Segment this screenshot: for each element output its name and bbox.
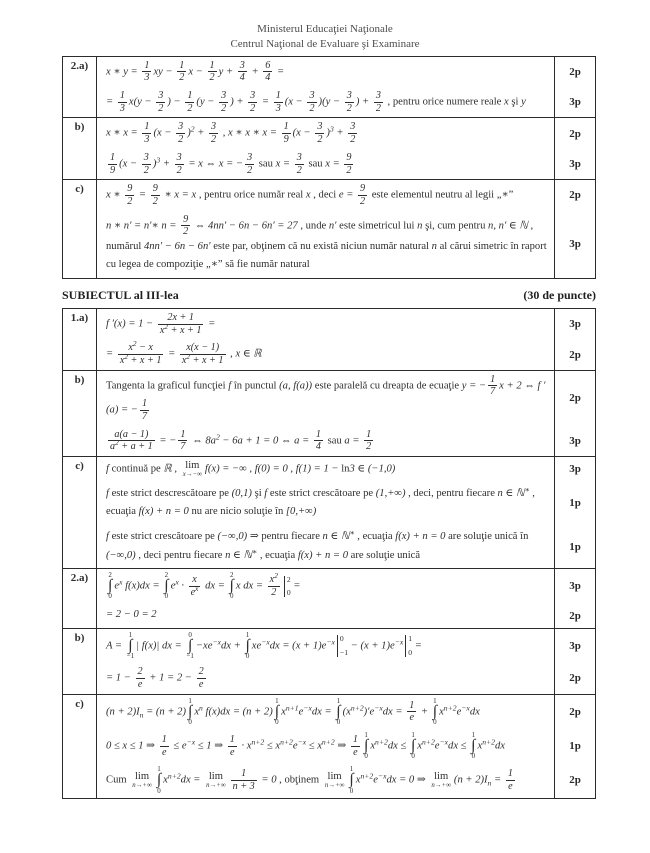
- limit: lim n→+∞: [132, 771, 152, 790]
- solution-line: [97, 211, 595, 278]
- points-cell: 3p: [554, 426, 595, 456]
- fraction: $\frac{1}{n + 3}$: [232, 768, 255, 792]
- fraction: $\frac{x^2 - x}{x^2 + x + 1}$: [119, 339, 162, 367]
- points-cell: 3p: [554, 211, 595, 278]
- fraction: $\frac{9}{2}$: [360, 183, 366, 207]
- superscript: 2: [274, 571, 278, 581]
- document-header: [0, 0, 650, 52]
- fraction: $\frac{3}{2}$: [158, 90, 164, 114]
- fraction: $\frac{9}{2}$: [152, 183, 158, 207]
- superscript: 2: [115, 438, 119, 448]
- section-title: SUBIECTUL al III-lea: [62, 288, 179, 302]
- row-body: [97, 457, 595, 568]
- solution-line: [97, 569, 595, 603]
- integral-sign: 1 ∫ 0: [363, 730, 369, 761]
- evaluation-bar: 0 −1: [337, 635, 348, 656]
- fraction: $\frac{3}{2}$: [176, 151, 182, 176]
- formula-text: $(n + 2)I_n = (n + 2)$ 1 ∫ 0 $x^n$ f(x)dx = (n + 2) 1 ∫ 0 $x^{n+1}e^{-x}dx$ = 1 ∫ 0 $(x^{n+2})'e^{-x}dx$ = $\frac{1}{e}$ + 1 ∫ 0 $x^{n+2}e^{-x}dx$: [106, 696, 480, 726]
- fraction: $\frac{9}{2}$: [183, 213, 189, 238]
- superscript: x: [175, 577, 179, 587]
- solution-line: [97, 482, 595, 525]
- fraction: $\frac{1}{2}$: [366, 428, 372, 453]
- superscript: −x: [377, 771, 387, 781]
- formula-cell: [97, 57, 554, 87]
- formula-cell: [97, 525, 554, 568]
- text-run: Tangenta la graficul funcţiei: [106, 380, 229, 392]
- formula-cell: [97, 763, 554, 797]
- text-run: ,: [227, 349, 236, 360]
- integral-sign: 2 ∫ 0: [164, 571, 169, 601]
- evaluation-center-title: Centrul Naţional de Evaluare şi Examinare: [230, 37, 420, 50]
- formula-text: Tangenta la graficul funcţiei f în punctul (a, f(a)) este paralelă cu dreapta de ecuaţie y = − $\frac{1}{7}$ x + 2 ⇔ f ′(a) = − $\frac{1}{7}$: [106, 373, 546, 422]
- fraction: $\frac{3}{2}$: [317, 121, 323, 146]
- superscript: −x: [261, 637, 270, 647]
- ministry-title: Ministerul Educaţiei Naţionale: [257, 23, 393, 35]
- integral-sign: 0 ∫ −1: [186, 630, 194, 661]
- text-run: , deci pentru fiecare: [135, 549, 226, 561]
- subiectul-iii-table: [62, 308, 596, 799]
- answer-row: [63, 309, 595, 370]
- text-run: este par, obţinem că nu există niciun număr natural: [210, 240, 432, 252]
- points-cell: 2p: [554, 763, 595, 797]
- formula-text: f ′(x) = 1 − $\frac{2x + 1}{x^2 + x + 1}$ =: [106, 312, 216, 336]
- row-body: [97, 118, 595, 179]
- fraction: $\frac{9}{2}$: [346, 151, 352, 176]
- fraction: $\frac{1}{e}$: [161, 733, 167, 758]
- text-run: , pentru orice număr real: [196, 189, 306, 201]
- formula-text: 0 ≤ x ≤ 1 ⇒ $\frac{1}{e}$ ≤ $e^{-x} \le 1$ ⇒ $\frac{1}{e}$ · $x^{n+2} \le x^{n+2}e^{-x} \le x^{n+2}$ ⇒ $\frac{1}{e}$ 1 ∫ 0 $x^{n+2}dx$ ≤ 1 ∫ 0 $x^{n+2}e^{-x}dx$ ≤ 1 ∫ 0 $x^{n+2}dx$: [106, 730, 505, 761]
- solution-line: [97, 180, 595, 210]
- evaluation-bar: 1 0: [405, 635, 412, 656]
- integral-sign: 1 ∫ 0: [410, 730, 416, 761]
- fraction: $\frac{1}{e}$: [507, 768, 513, 792]
- superscript: 2: [164, 321, 169, 331]
- formula-text: n ∗ n′ = n′∗ n = $\frac{9}{2}$ ⇔ 4nn′ − 6n − 6n′ = 27 , unde n′ este simetricul lui n şi, cum pentru n, n′ ∈ ℕ , numărul 4nn′ − 6n − 6n′ este par, obţinem că nu există niciun număr natural n al cărui simetric în raport cu legea de compoziţie „∗” să fie număr natural: [106, 213, 547, 271]
- fraction: $\frac{1}{2}$: [179, 59, 185, 84]
- points-cell: 3p: [554, 629, 595, 663]
- points-cell: 1p: [554, 729, 595, 763]
- superscript: n+2: [280, 737, 293, 747]
- formula-cell: [97, 211, 554, 278]
- fraction: $\frac{2x + 1}{x^2 + x + 1}$: [159, 312, 202, 336]
- row-body: [97, 309, 595, 370]
- fraction: $\frac{x^2}{2}$: [269, 571, 278, 598]
- row-body: [97, 629, 595, 694]
- text-run: are soluţie unică: [348, 549, 421, 561]
- fraction: $\frac{1}{9}$: [283, 121, 289, 146]
- fraction: $\frac{3}{2}$: [350, 121, 356, 146]
- superscript: −x: [326, 637, 335, 647]
- text-run: are soluţie unică în: [445, 531, 529, 543]
- superscript: x: [195, 583, 199, 593]
- text-run: şi: [508, 96, 522, 108]
- superscript: n+2: [482, 737, 495, 747]
- limit: lim x→−∞: [182, 459, 202, 478]
- formula-text: $\frac{a(a - 1)}{a^2 + a + 1}$ = − $\frac{1}{7}$ ⇔ $8a^2 - 6a + 1 = 0$ ⇔ a = $\frac{1}{4}$ sau a = $\frac{1}{2}$: [110, 428, 372, 453]
- fraction: $\frac{1}{e}$: [352, 733, 358, 758]
- superscript: n+2: [321, 737, 335, 747]
- superscript: ∗: [252, 546, 258, 556]
- points-cell: 2p: [554, 371, 595, 426]
- fraction: $\frac{3}{2}$: [143, 151, 149, 176]
- fraction: $\frac{3}{4}$: [239, 59, 245, 84]
- formula-text: Cum lim n→+∞ 1 ∫ 0 $x^{n+2}dx$ = lim n→+∞ $\frac{1}{n + 3}$ = 0 , obţinem lim n→+∞ 1 ∫ 0 $x^{n+2}e^{-x}dx = 0$ ⇒ lim n→+∞ $(n + 2)I_n$ = $\frac{1}{e}$: [106, 765, 513, 795]
- formula-cell: [97, 663, 554, 693]
- integral-sign: 1 ∫ 0: [274, 696, 280, 726]
- subscript: n: [487, 778, 492, 788]
- row-body: [97, 569, 595, 628]
- row-label: b): [63, 371, 97, 456]
- text-run: , deci: [310, 189, 339, 201]
- superscript: 2: [215, 431, 220, 441]
- fraction: $\frac{1}{3}$: [144, 59, 150, 84]
- fraction: $\frac{3}{2}$: [346, 90, 352, 114]
- superscript: 2: [132, 339, 137, 349]
- answer-row: [63, 456, 595, 568]
- points-cell: 3p: [554, 87, 595, 117]
- formula-cell: [97, 118, 554, 148]
- text-run: continuă pe: [108, 463, 164, 475]
- fraction: $\frac{3}{2}$: [296, 151, 302, 176]
- text-run: ,: [246, 463, 255, 475]
- points-cell: 3p: [554, 569, 595, 603]
- row-body: [97, 57, 595, 118]
- fraction: $\frac{6}{4}$: [265, 59, 271, 84]
- superscript: n+2: [375, 737, 388, 747]
- row-label: 2.a): [63, 57, 97, 118]
- solution-line: [97, 603, 595, 628]
- fraction: $\frac{3}{2}$: [211, 121, 217, 146]
- formula-cell: [97, 87, 554, 117]
- answer-row: [63, 370, 595, 456]
- integral-sign: 1 ∫ 0: [349, 765, 354, 795]
- fraction: $\frac{2}{e}$: [137, 666, 143, 690]
- superscript: n+2: [167, 771, 181, 781]
- formula-cell: [97, 569, 554, 603]
- formula-text: x ∗ $\frac{9}{2}$ = $\frac{9}{2}$ ∗ x = x , pentru orice număr real x , deci e = $\frac{9}{2}$ este elementul neutru al legii „∗”: [106, 183, 514, 207]
- superscript: 2: [124, 352, 128, 362]
- points-cell: 2p: [554, 118, 595, 148]
- formula-text: = $\frac{1}{3}$ x(y − $\frac{3}{2}$ ) − $\frac{1}{2}$ (y − $\frac{3}{2}$ ) + $\frac{3}{2}$ = $\frac{1}{3}$ (x − $\frac{3}{2}$ )(y − $\frac{3}{2}$ ) + $\frac{3}{2}$ , pentru orice numere reale x şi y: [106, 90, 526, 114]
- points-cell: 2p: [554, 339, 595, 369]
- text-run: şi: [251, 487, 265, 499]
- points-cell: 2p: [554, 695, 595, 729]
- integral-sign: 1 ∫ −1: [126, 630, 135, 661]
- superscript: 2: [190, 124, 195, 134]
- formula-cell: [97, 729, 554, 763]
- points-cell: 1p: [554, 525, 595, 568]
- text-run: al cărui simetric în raport cu legea de compoziţie „∗” să fie număr natural: [106, 240, 547, 271]
- fraction: $\frac{1}{4}$: [315, 428, 321, 453]
- formula-cell: [97, 180, 554, 210]
- fraction: $\frac{1}{3}$: [119, 90, 125, 114]
- fraction: $\frac{x}{e^x}$: [190, 574, 199, 598]
- evaluation-bar: 2 0: [284, 576, 291, 597]
- row-label: b): [63, 118, 97, 179]
- row-body: [97, 180, 595, 278]
- solution-line: [97, 118, 595, 148]
- superscript: −x: [461, 703, 470, 713]
- integral-sign: 1 ∫ 0: [432, 696, 438, 726]
- superscript: −x: [212, 637, 221, 647]
- fraction: $\frac{1}{3}$: [144, 121, 150, 146]
- formula-text: = 1 − $\frac{2}{e}$ + 1 = 2 − $\frac{2}{e}$: [106, 666, 204, 690]
- fraction: $\frac{1}{7}$: [141, 398, 148, 422]
- superscript: 2: [186, 352, 191, 362]
- fraction: $\frac{a(a - 1)}{a^2 + a + 1}$: [110, 428, 153, 453]
- formula-cell: [97, 339, 554, 369]
- text-run: ,: [287, 463, 296, 475]
- fraction: $\frac{3}{2}$: [178, 121, 184, 146]
- solution-line: [97, 309, 595, 339]
- text-run: ln: [341, 463, 350, 475]
- text-run: ,: [220, 128, 229, 140]
- text-run: este strict descrescătoare pe: [108, 487, 232, 499]
- formula-text: 2 ∫ 0 $e^x$ f(x)dx = 2 ∫ 0 $e^x$ · $\frac{x}{e^x}$ dx = 2 ∫ 0 x dx = $\frac{x^2}{2}$ 2 0 =: [108, 571, 301, 601]
- superscript: −x: [297, 737, 307, 747]
- fraction: $\frac{2}{e}$: [198, 666, 204, 690]
- solution-line: [97, 87, 595, 117]
- superscript: n+1: [285, 703, 299, 713]
- superscript: −x: [374, 703, 383, 713]
- points-cell: 1p: [554, 482, 595, 525]
- solution-line: [97, 371, 595, 426]
- formula-text: f este strict descrescătoare pe (0,1) şi f este strict crescătoare pe (1,+∞) , deci, pentru fiecare n ∈ ℕ∗ , ecuaţia f(x) + n = 0 nu are nicio soluţie în [0,+∞): [106, 484, 535, 518]
- text-run: , deci, pentru fiecare: [405, 487, 498, 499]
- formula-text: A = 1 ∫ −1 | f(x)| dx = 0 ∫ −1 $-xe^{-x}dx$ + 1 ∫ 0 $xe^{-x}dx = (x + 1)e^{-x}$ 0 −1 − $(x + 1)e^{-x}$ 1 0 =: [106, 630, 422, 661]
- fraction: $\frac{9}{2}$: [127, 183, 133, 207]
- superscript: ∗: [349, 527, 355, 537]
- solution-line: [97, 629, 595, 663]
- formula-text: f continuă pe ℝ , lim x→−∞ f(x) = −∞ , f(0) = 0 , f(1) = 1 − ln3 ∈ (−1,0): [106, 459, 396, 478]
- limit: lim n→+∞: [431, 771, 451, 790]
- row-body: [97, 371, 595, 456]
- fraction: $\frac{x(x - 1)}{x^2 + x + 1}$: [181, 342, 224, 367]
- row-label: b): [63, 629, 97, 694]
- text-run: , pentru orice numere reale: [384, 96, 505, 108]
- solution-line: [97, 457, 595, 482]
- text-run: , numărul: [106, 220, 534, 252]
- solution-line: [97, 57, 595, 87]
- integral-sign: 1 ∫ 0: [336, 696, 341, 726]
- text-run: , unde: [297, 220, 329, 232]
- formula-text: = 2 − 0 = 2: [106, 609, 157, 621]
- solution-line: [97, 525, 595, 568]
- superscript: n: [199, 703, 203, 713]
- formula-cell: [97, 457, 554, 482]
- text-run: sau: [325, 435, 345, 447]
- points-cell: 3p: [554, 309, 595, 339]
- fraction: $\frac{1}{3}$: [275, 90, 281, 114]
- section-points-total: (30 de puncte): [523, 288, 596, 302]
- superscript: ∗: [524, 484, 530, 494]
- fraction: $\frac{1}{7}$: [180, 428, 186, 453]
- superscript: n+2: [251, 737, 265, 747]
- fraction: $\frac{1}{e}$: [409, 699, 415, 724]
- row-label: c): [63, 695, 97, 798]
- text-run: , ecuaţia: [354, 531, 396, 543]
- text-run: şi, cum pentru: [422, 220, 489, 232]
- formula-text: $\frac{1}{9}$ (x − $\frac{3}{2}$ )$^3$ + $\frac{3}{2}$ = x ⇔ x = − $\frac{3}{2}$ sau x = $\frac{3}{2}$ sau x = $\frac{9}{2}$: [110, 151, 352, 176]
- text-run: , obţinem: [276, 774, 322, 786]
- integral-sign: 2 ∫ 0: [229, 571, 234, 601]
- formula-text: x ∗ y = $\frac{1}{3}$ xy − $\frac{1}{2}$ x − $\frac{1}{2}$ y + $\frac{3}{4}$ + $\frac{6}{4}$ =: [106, 59, 285, 84]
- formula-cell: [97, 371, 554, 426]
- text-run: , ecuaţia: [106, 487, 535, 518]
- superscript: −x: [186, 737, 196, 747]
- answer-row: [63, 117, 595, 179]
- row-body: [97, 695, 595, 798]
- text-run: Cum: [106, 774, 130, 786]
- solution-line: [97, 663, 595, 693]
- superscript: x: [119, 577, 123, 587]
- text-run: în punctul: [231, 380, 280, 392]
- solution-line: [97, 426, 595, 456]
- text-run: , ecuaţia: [257, 549, 298, 561]
- formula-cell: [97, 309, 554, 339]
- superscript: n+2: [443, 703, 457, 713]
- fraction: $\frac{3}{2}$: [221, 90, 227, 114]
- row-label: 2.a): [63, 569, 97, 628]
- text-run: pentru fiecare: [261, 531, 323, 543]
- points-cell: 3p: [554, 457, 595, 482]
- fraction: $\frac{1}{7}$: [490, 373, 496, 398]
- integral-sign: 2 ∫ 0: [108, 571, 113, 601]
- formula-cell: [97, 603, 554, 628]
- text-run: sau: [256, 158, 276, 170]
- fraction: $\frac{3}{2}$: [250, 90, 256, 114]
- formula-text: f este strict crescătoare pe (−∞,0) ⇒ pentru fiecare n ∈ ℕ∗ , ecuaţia f(x) + n = 0 are soluţie unică în (−∞,0) , deci pentru fiecare n ∈ ℕ∗ , ecuaţia f(x) + n = 0 are soluţie unică: [106, 527, 529, 561]
- points-cell: 2p: [554, 663, 595, 693]
- answer-row: [63, 568, 595, 628]
- solution-line: [97, 149, 595, 179]
- superscript: 3: [156, 155, 161, 165]
- row-label: c): [63, 180, 97, 278]
- answer-row: [63, 179, 595, 278]
- superscript: −x: [439, 737, 449, 747]
- integral-sign: 1 ∫ 0: [156, 765, 162, 795]
- text-run: ,: [171, 463, 180, 475]
- section-heading: [62, 288, 596, 303]
- integral-sign: 1 ∫ 0: [187, 696, 193, 726]
- text-run: este strict crescătoare pe: [267, 487, 376, 499]
- solution-line: [97, 763, 595, 797]
- text-run: este simetricul lui: [336, 220, 418, 232]
- text-run: nu are nicio soluţie în: [188, 506, 286, 518]
- solution-line: [97, 339, 595, 369]
- points-cell: 2p: [554, 180, 595, 210]
- fraction: $\frac{1}{2}$: [187, 90, 193, 114]
- superscript: −x: [394, 637, 404, 647]
- text-run: sau: [305, 158, 326, 170]
- solution-line: [97, 695, 595, 729]
- superscript: n+2: [360, 771, 374, 781]
- points-cell: 2p: [554, 603, 595, 628]
- answer-row: [63, 57, 595, 118]
- row-label: 1.a): [63, 309, 97, 370]
- fraction: $\frac{3}{2}$: [247, 151, 253, 176]
- integral-sign: 1 ∫ 0: [245, 630, 250, 661]
- formula-cell: [97, 482, 554, 525]
- superscript: −x: [303, 703, 312, 713]
- subscript: n: [139, 709, 144, 719]
- formula-text: x ∗ x = $\frac{1}{3}$ (x − $\frac{3}{2}$ )$^2$ + $\frac{3}{2}$ , x ∗ x ∗ x = $\frac{1}{9}$ (x − $\frac{3}{2}$ )$^3$ + $\frac{3}{2}$: [106, 121, 356, 146]
- superscript: 3: [329, 124, 334, 134]
- formula-cell: [97, 695, 554, 729]
- fraction: $\frac{1}{e}$: [229, 733, 235, 758]
- fraction: $\frac{3}{2}$: [309, 90, 315, 114]
- row-label: c): [63, 457, 97, 568]
- points-cell: 3p: [554, 149, 595, 179]
- text-run: este strict crescătoare pe: [108, 531, 218, 543]
- answer-row: [63, 694, 595, 798]
- superscript: n+2: [350, 703, 364, 713]
- subiectul-ii-table: [62, 56, 596, 279]
- superscript: n+2: [422, 737, 435, 747]
- integral-sign: 1 ∫ 0: [471, 730, 476, 761]
- fraction: $\frac{1}{9}$: [110, 151, 116, 176]
- formula-cell: [97, 426, 554, 456]
- solution-line: [97, 729, 595, 763]
- formula-cell: [97, 149, 554, 179]
- answer-row: [63, 628, 595, 694]
- fraction: $\frac{3}{2}$: [375, 90, 381, 114]
- text-run: este elementul neutru al legii „∗”: [369, 189, 514, 201]
- text-run: este paralelă cu dreapta de ecuaţie: [312, 380, 462, 392]
- formula-text: = $\frac{x^2 - x}{x^2 + x + 1}$ = $\frac{x(x - 1)}{x^2 + x + 1}$ , x ∈ ℝ: [106, 339, 262, 367]
- limit: lim n→+∞: [206, 771, 226, 790]
- limit: lim n→+∞: [324, 771, 345, 790]
- points-cell: 2p: [554, 57, 595, 87]
- fraction: $\frac{1}{2}$: [209, 59, 215, 84]
- formula-cell: [97, 629, 554, 663]
